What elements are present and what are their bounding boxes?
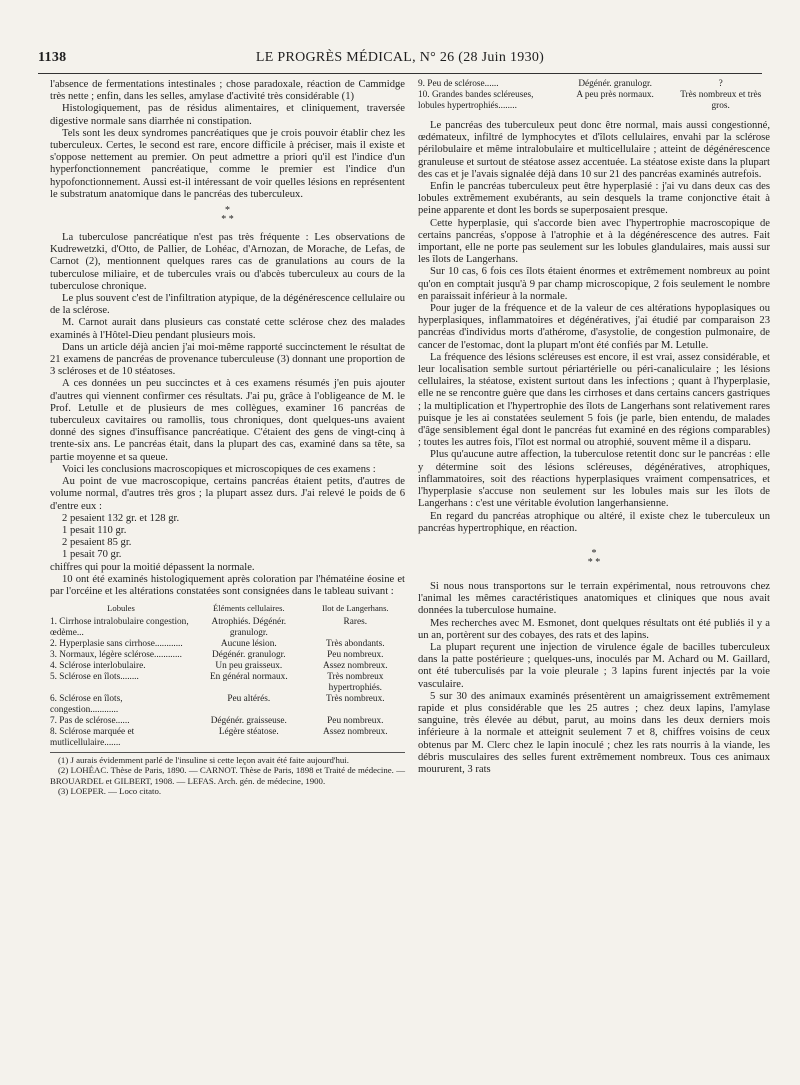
table-cell: Très abondants.	[326, 639, 385, 650]
table-cell: Très nombreux et très gros.	[680, 90, 762, 111]
lesion-table-continued	[418, 79, 770, 112]
paragraph: Tels sont les deux syndromes pancréatiques que je crois pouvoir établir chez les tuberculeux. Certes, le second est rare, encore difficile à préciser, mais il existe et s'oppose nettement au premier. On peut admettre a priori qu'il est l'indice d'un hyperfonctionnement pancréatique, comme le premier est l'indice d'un hypofonctionnement. Aussi est-il intéressant de voir quelles lésions en représentent le substratum anatomique dans le pancréas des tuberculeux.	[50, 127, 405, 200]
table-cell: 2. Hyperplasie sans cirrhose............	[50, 639, 183, 650]
table-cell: Dégénér. granulogr.	[212, 650, 286, 661]
paragraph: Histologiquement, pas de résidus alimentaires, et cliniquement, traversée digestive normale sans diarrhée ni constipation.	[50, 103, 405, 127]
paragraph: Voici les conclusions macroscopiques et microscopiques de ces examens :	[62, 463, 376, 475]
paragraph: Au point de vue macroscopique, certains pancréas étaient petits, d'autres de volume normal, d'autres très gros ; la plupart assez durs. J'ai relevé le poids de 6 d'entre eux :	[50, 476, 405, 512]
paragraph: Le pancréas des tuberculeux peut donc être normal, mais aussi congestionné, œdémateux, infiltré de lymphocytes et d'îlots cellulaires, envahi par la sclérose périlobulaire et même intralobulaire et multicellulaire ; atteint de dégénérescence granuleuse et surtout de stéatose assez accentuée. La stéatose existe dans la plupart des cas et je l'avais signalée déjà dans 10 sur 21 des pancréas examinés autrefois.	[418, 120, 770, 180]
table-cell: Rares.	[343, 617, 368, 628]
table-header-row	[50, 603, 405, 617]
table-cell: Dégénér. granulogr.	[578, 79, 652, 89]
paragraph: Plus qu'aucune autre affection, la tuberculose retentit donc sur le pancréas : elle y détermine soit des lésions scléreuses, dégénératives, atrophiques, inflammatoires, soit des réactions hyperplasiques vraiment compensatrices, et l'hyperplasie s'accuse non seulement sur les lobules mais sur les îlots de Langerhans : c'est une véritable évolution langerhansienne.	[418, 449, 770, 510]
header-rule	[38, 73, 762, 74]
table-cell: Peu nombreux.	[327, 650, 384, 661]
table-cell: 7. Pas de sclérose......	[50, 716, 130, 727]
table-cell: Très nombreux hypertrophiés.	[327, 672, 384, 694]
footnote: (3) LOEPER. — Loco citato.	[58, 785, 162, 796]
paragraph: Pour juger de la fréquence et de la valeur de ces altérations hypoplasiques ou hyperplasiques, inflammatoires et dégénératives, j'ai étudié par comparaison 23 pancréas d'individus morts d'athérome, d'asystolie, de congestion pulmonaire, de cancer de l'estomac, dont la plupart m'ont été confiés par M. Letulle.	[418, 303, 770, 351]
table-cell: Légère stéatose.	[218, 727, 279, 738]
page-header	[38, 50, 762, 70]
left-column	[50, 79, 405, 796]
table-row	[50, 650, 405, 661]
table-cell: En général normaux.	[209, 672, 288, 683]
table-cell: 9. Peu de sclérose......	[418, 79, 499, 89]
paragraph: chiffres qui pour la moitié dépassent la normale.	[50, 561, 255, 573]
section-separator: * * *	[221, 205, 234, 226]
table-cell: Dégénér. graisseuse.	[210, 716, 287, 727]
paragraph: Dans un article déjà ancien j'ai moi-même rapporté succinctement le résultat de 21 examens de pancréas de provenance tuberculeuse (3) donnant une proportion de 3 scléroses et de 10 stéatoses.	[50, 341, 405, 378]
paragraph: La tuberculose pancréatique n'est pas très fréquente : Les observations de Kudrewetzki, d'Otto, de Pallier, de Lohéac, d'Arnozan, de Morache, de Lefas, de Carnot (2), mentionnent quelques rares cas de granulations au cours de la tuberculose miliaire, et de tubercules vrais ou d'abcès tuberculeux au cours de la tuberculose chronique.	[50, 232, 405, 292]
table-cell: 4. Sclérose interlobulaire.	[50, 661, 146, 672]
lesion-table	[50, 603, 405, 749]
weight-line: 2 pesaient 132 gr. et 128 gr.	[62, 512, 180, 524]
table-cell: Peu nombreux.	[327, 716, 384, 727]
table-cell: ?	[718, 79, 723, 89]
column-header: Ilot de Langerhans.	[322, 603, 389, 614]
footnotes	[50, 752, 405, 796]
table-cell: Aucune lésion.	[220, 639, 277, 650]
paragraph: 5 sur 30 des animaux examinés présentèrent un amaigrissement extrêmement rapide et plus considérable que les 25 autres ; chez deux lapins, l'amylase sanguine, très élevée au début, parut, au moins dans les deux derniers mois inférieure à la normale et atteignit seulement 7 et 8, chiffres voisins de ceux obtenus par M. Clerc chez le lapin inoculé ; chez les rats nourris à la viande, les débris musculaires des selles furent extrêmement nombreux. Tous ces animaux moururent, 3 rats	[418, 690, 770, 775]
paragraph: Le plus souvent c'est de l'infiltration atypique, de la dégénérescence cellulaire ou de la sclérose.	[50, 293, 405, 317]
table-cell: 5. Sclérose en îlots........	[50, 672, 139, 683]
page-number: 1138	[38, 50, 67, 65]
weight-line: 1 pesait 70 gr.	[62, 549, 122, 561]
paragraph: Enfin le pancréas tuberculeux peut être hyperplasié : j'ai vu dans deux cas des lobules extrêmement exubérants, au sein desquels la trame conjonctive était à peine apparente et dont les bords se superposaient presque.	[418, 181, 770, 217]
paragraph: La fréquence des lésions scléreuses est encore, il est vrai, assez considérable, et leur localisation semble surtout périartérielle ou péri-canaliculaire ; les lésions cellulaires, la stéatose, existent surtout dans les infections ; quant à l'hyperplasie, elle ne se rencontre guère que dans les cirrhoses et dans certains cancers gastriques ; la multiplication et l'hypertrophie des îlots de Langerhans sont relativement rares puisque je les ai constatées seulement 5 fois (je parle, bien entendu, de malades d'âge sensiblement égal dont le pancréas fut examiné en des régions comparables) ; toutes les autres fois, l'îlot est normal ou atrophié, souvent même il a disparu.	[418, 351, 770, 449]
paragraph: Sur 10 cas, 6 fois ces îlots étaient énormes et extrêmement nombreux au point qu'on en comptait jusqu'à 9 par champ microscopique, 2 fois seulement le nombre en paraissait inférieur à la normale.	[418, 266, 770, 302]
table-cell: Atrophiés. Dégénér. granulogr.	[211, 617, 287, 639]
table-row	[50, 639, 405, 650]
paragraph: M. Carnot aurait dans plusieurs cas constaté cette sclérose chez des malades examinés à l'Hôtel-Dieu pendant plusieurs mois.	[50, 317, 405, 341]
column-header: Lobules	[107, 603, 135, 614]
paragraph: En regard du pancréas atrophique ou altéré, il existe chez le tuberculeux un pancréas hypertrophique, en réaction.	[418, 510, 770, 534]
table-row	[50, 694, 405, 716]
paragraph: Cette hyperplasie, qui s'accorde bien avec l'hypertrophie macroscopique de certains pancréas, s'oppose à l'atrophie et à la dégénérescence des autres. Fait important, elle ne porte pas seulement sur les lobules glandulaires, mais aussi sur les îlots de Langerhans.	[418, 217, 770, 266]
table-row	[50, 727, 405, 749]
paragraph: Si nous nous transportons sur le terrain expérimental, nous retrouvons chez l'animal les mêmes caractéristiques anatomiques et cliniques que nous avait données la tuberculose humaine.	[418, 580, 770, 617]
right-column	[418, 79, 770, 776]
paragraph: 10 ont été examinés histologiquement après coloration par l'hématéine éosine et par l'orcéine et les altérations constatées sont consignées dans le tableau suivant :	[50, 573, 405, 597]
section-separator: * * *	[587, 547, 601, 568]
paragraph: A ces données un peu succinctes et à ces examens résumés j'en puis ajouter d'autres qui viennent confirmer ces résultats. J'ai pu, grâce à l'obligeance de M. le Prof. Letulle et de plusieurs de mes collègues, examiner 16 pancréas de tuberculeux cavitaires ou ramollis, tous chroniques, dont quelques-uns avaient donné des signes d'insuffisance pancréatique. C'étaient des gens de vingt-cinq à trente-six ans. Le pancréas était, dans la plupart des cas, examiné dans sa tête, sa partie moyenne et sa queue.	[50, 378, 405, 463]
weight-line: 2 pesaient 85 gr.	[62, 537, 132, 549]
table-cell: Assez nombreux.	[323, 661, 388, 672]
table-row	[50, 672, 405, 694]
paragraph: La plupart reçurent une injection de virulence égale de bacilles tuberculeux dans la patte postérieure ; quelques-uns, inoculés par M. Achard ou M. Gaillard, ont été tuberculisés par la voie pleurale ; 3 lapins furent injectés par la voie vasculaire.	[418, 641, 770, 690]
table-cell: 10. Grandes bandes scléreuses, lobules hypertrophiés........	[418, 90, 534, 111]
table-cell: Très nombreux.	[326, 694, 385, 705]
table-row	[418, 90, 770, 112]
table-row	[50, 617, 405, 639]
footnote: (2) LOHÉAC. Thèse de Paris, 1890. — CARNOT. Thèse de Paris, 1898 et Traité de médecine. — BROUARDEL et GILBERT, 1908. — LEFAS. Arch. gén. de médecine, 1900.	[50, 765, 405, 786]
table-cell: A peu près normaux.	[576, 90, 654, 100]
table-cell: 3. Normaux, légère sclérose............	[50, 650, 182, 661]
footnote: (1) J aurais évidemment parlé de l'insuline si cette leçon avait été faite aujourd'hui.	[58, 755, 349, 766]
paragraph: Mes recherches avec M. Esmonet, dont quelques résultats ont été publiés il y a un an, portèrent sur des cobayes, des rats et des lapins.	[418, 617, 770, 641]
table-cell: 6. Sclérose en îlots, congestion............	[50, 694, 123, 716]
journal-title: LE PROGRÈS MÉDICAL, N° 26 (28 Juin 1930)	[255, 50, 545, 65]
weight-line: 1 pesait 110 gr.	[62, 524, 127, 536]
table-cell: Un peu graisseux.	[215, 661, 283, 672]
column-header: Éléments cellulaires.	[213, 603, 285, 614]
table-cell: Assez nombreux.	[323, 727, 388, 738]
table-row	[50, 661, 405, 672]
table-cell: 8. Sclérose marquée et mutlicellulaire.......	[50, 727, 135, 749]
paragraph: l'absence de fermentations intestinales ; chose paradoxale, réaction de Cammidge très nette ; enfin, dans les selles, amylase d'activité très considérable (1)	[50, 79, 405, 103]
table-row	[418, 79, 770, 90]
table-row	[50, 716, 405, 727]
table-cell: Peu altérés.	[227, 694, 271, 705]
table-cell: 1. Cirrhose intralobulaire congestion, œdème...	[50, 617, 189, 639]
